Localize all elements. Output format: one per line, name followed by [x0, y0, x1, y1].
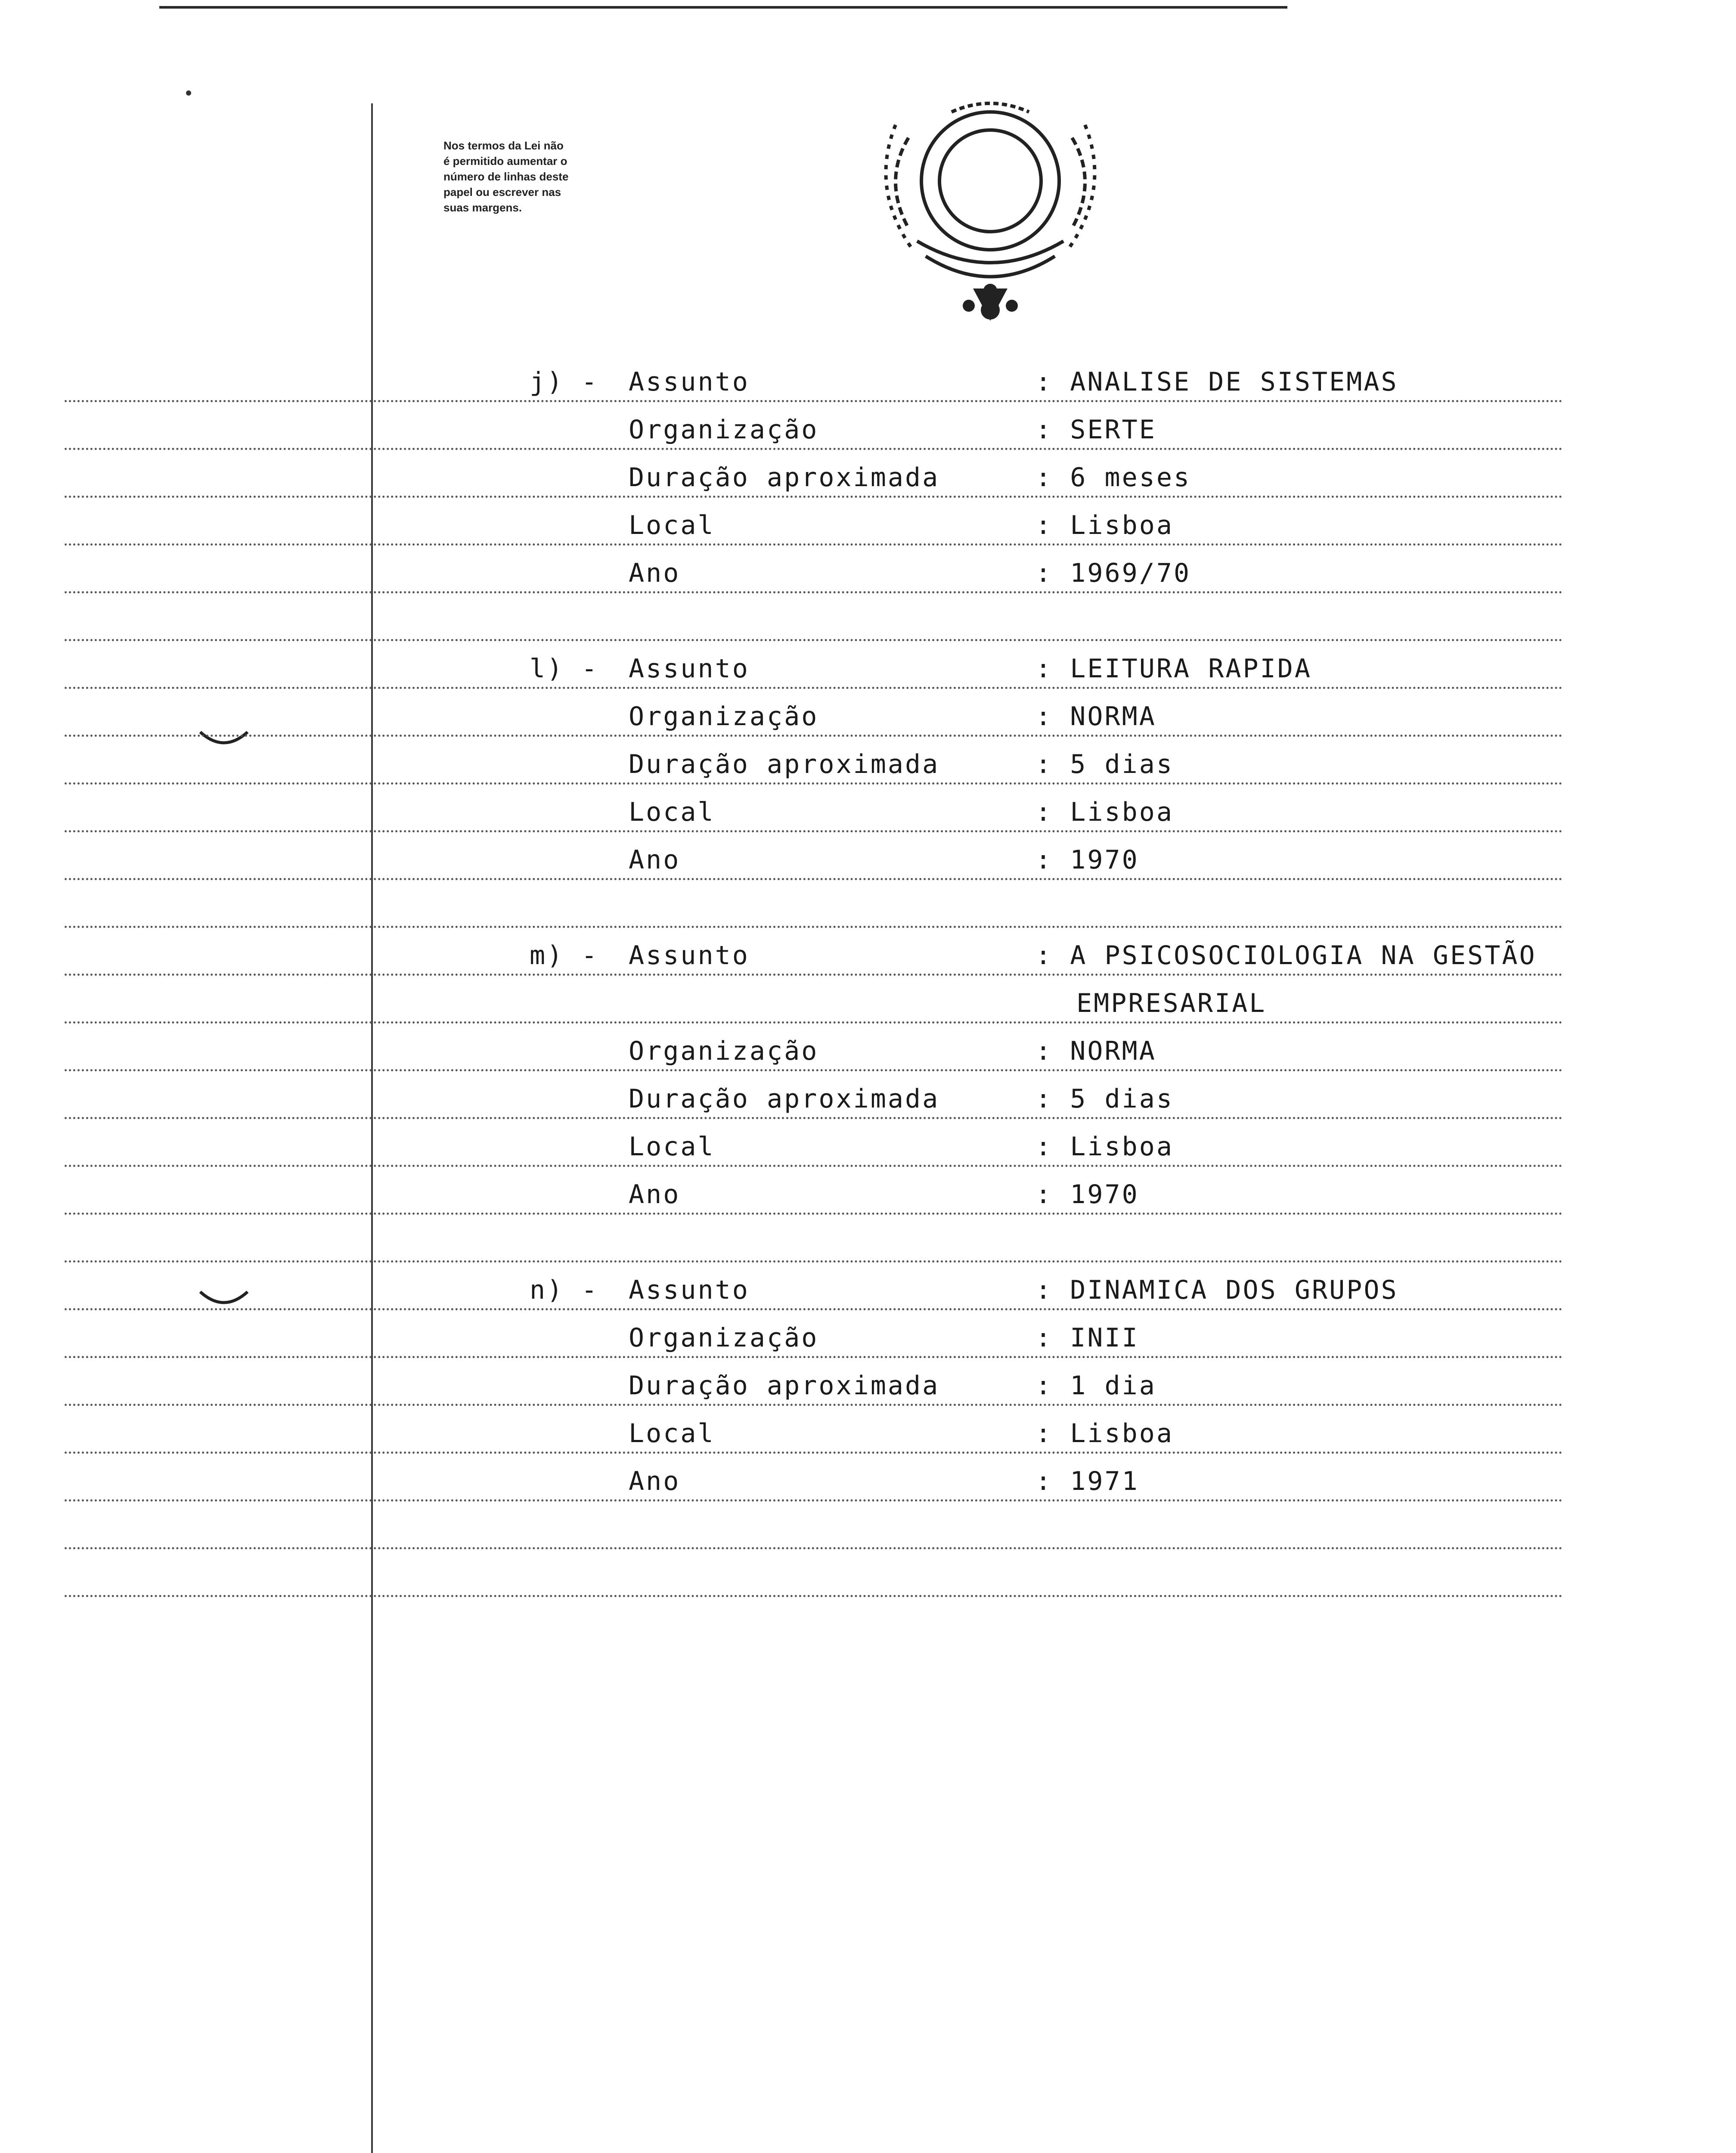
- top-border-line: [159, 6, 1287, 9]
- entry-field-row: [65, 840, 1563, 883]
- field-label: Duração aproximada: [629, 1371, 940, 1401]
- field-label: Assunto: [629, 367, 750, 397]
- field-value: : 6 meses: [1035, 462, 1191, 493]
- field-label: Duração aproximada: [629, 749, 940, 779]
- dotted-rule: [65, 878, 1563, 880]
- entry-field-row: [65, 553, 1563, 596]
- field-value: : SERTE: [1035, 415, 1156, 445]
- notice-line: papel ou escrever nas: [443, 186, 561, 199]
- blank-ruled-line: [65, 887, 1563, 931]
- dotted-rule: [65, 543, 1563, 546]
- entry-field-row: [65, 1413, 1563, 1456]
- field-value: : Lisboa: [1035, 510, 1174, 540]
- dotted-rule: [65, 639, 1563, 641]
- field-label: Ano: [629, 1179, 681, 1210]
- field-value: : DINAMICA DOS GRUPOS: [1035, 1275, 1398, 1305]
- field-value: : 1969/70: [1035, 558, 1191, 588]
- entry-field-row: [65, 983, 1563, 1026]
- notice-line: suas margens.: [443, 201, 522, 214]
- notice-line: Nos termos da Lei não: [443, 139, 564, 152]
- dotted-rule: [65, 926, 1563, 928]
- dotted-rule: [65, 1213, 1563, 1215]
- entry-marker: n) -: [530, 1275, 599, 1305]
- entry-field-row: [65, 1174, 1563, 1217]
- entry-marker: j) -: [530, 367, 599, 397]
- dotted-rule: [65, 1595, 1563, 1597]
- dotted-rule: [65, 1117, 1563, 1119]
- entry-field-row: [65, 792, 1563, 835]
- dotted-rule: [65, 591, 1563, 593]
- entry-field-row: [65, 1461, 1563, 1504]
- field-label: Duração aproximada: [629, 462, 940, 493]
- entry-field-row: [65, 362, 1563, 405]
- page-dot-mark: [186, 90, 191, 96]
- dotted-rule: [65, 782, 1563, 785]
- dotted-rule: [65, 1499, 1563, 1502]
- dotted-rule: [65, 496, 1563, 498]
- field-label: Assunto: [629, 1275, 750, 1305]
- entry-marker: l) -: [530, 654, 599, 684]
- dotted-rule: [65, 1404, 1563, 1406]
- field-value: : NORMA: [1035, 1036, 1156, 1066]
- dotted-rule: [65, 687, 1563, 689]
- field-value: : Lisboa: [1035, 1418, 1174, 1449]
- legal-notice: [443, 138, 702, 215]
- field-value: : 5 dias: [1035, 749, 1174, 779]
- field-value: : 1970: [1035, 1179, 1139, 1210]
- field-label: Organização: [629, 1323, 819, 1353]
- dotted-rule: [65, 1452, 1563, 1454]
- entry-field-row: [65, 410, 1563, 453]
- dotted-rule: [65, 1021, 1563, 1024]
- entry-field-row: [65, 1079, 1563, 1122]
- field-label: Organização: [629, 1036, 819, 1066]
- field-label: Duração aproximada: [629, 1084, 940, 1114]
- dotted-rule: [65, 1165, 1563, 1167]
- entry-field-row: [65, 1126, 1563, 1170]
- field-label: Organização: [629, 701, 819, 732]
- notice-line: número de linhas deste: [443, 170, 569, 183]
- dotted-rule: [65, 1260, 1563, 1263]
- dotted-rule: [65, 830, 1563, 832]
- blank-ruled-line: [65, 1557, 1563, 1600]
- coat-of-arms-seal-icon: [844, 86, 1137, 327]
- entry-field-row: [65, 744, 1563, 787]
- dotted-rule: [65, 1356, 1563, 1358]
- field-label: Ano: [629, 845, 681, 875]
- dotted-rule: [65, 974, 1563, 976]
- blank-ruled-line: [65, 1509, 1563, 1552]
- entry-field-row: [65, 696, 1563, 739]
- field-label: Ano: [629, 558, 681, 588]
- entry-field-row: [65, 505, 1563, 548]
- field-label: Local: [629, 1132, 715, 1162]
- entry-field-row: [65, 648, 1563, 692]
- dotted-rule: [65, 735, 1563, 737]
- field-label: Assunto: [629, 654, 750, 684]
- dotted-rule: [65, 1547, 1563, 1549]
- entry-field-row: [65, 1031, 1563, 1074]
- field-value: : NORMA: [1035, 701, 1156, 732]
- entry-field-row: [65, 1365, 1563, 1408]
- dotted-rule: [65, 400, 1563, 402]
- field-value: : Lisboa: [1035, 797, 1174, 827]
- dotted-rule: [65, 448, 1563, 450]
- entry-field-row: [65, 935, 1563, 978]
- field-label: Local: [629, 1418, 715, 1449]
- field-label: Local: [629, 510, 715, 540]
- entry-field-row: [65, 1318, 1563, 1361]
- field-value: : 1971: [1035, 1466, 1139, 1496]
- blank-ruled-line: [65, 1222, 1563, 1265]
- field-value: : LEITURA RAPIDA: [1035, 654, 1312, 684]
- field-value: : ANALISE DE SISTEMAS: [1035, 367, 1398, 397]
- field-value: EMPRESARIAL: [1076, 988, 1267, 1018]
- field-value: : 1970: [1035, 845, 1139, 875]
- field-label: Organização: [629, 415, 819, 445]
- field-value: : INII: [1035, 1323, 1139, 1353]
- field-label: Assunto: [629, 940, 750, 971]
- field-value: : 5 dias: [1035, 1084, 1174, 1114]
- notice-line: é permitido aumentar o: [443, 155, 567, 168]
- entry-field-row: [65, 1270, 1563, 1313]
- field-value: : 1 dia: [1035, 1371, 1156, 1401]
- entry-field-row: [65, 457, 1563, 500]
- field-value: : Lisboa: [1035, 1132, 1174, 1162]
- dotted-rule: [65, 1308, 1563, 1310]
- field-label: Ano: [629, 1466, 681, 1496]
- field-label: Local: [629, 797, 715, 827]
- blank-ruled-line: [65, 601, 1563, 644]
- field-value: : A PSICOSOCIOLOGIA NA GESTÃO: [1035, 940, 1537, 971]
- dotted-rule: [65, 1069, 1563, 1071]
- entry-marker: m) -: [530, 940, 599, 971]
